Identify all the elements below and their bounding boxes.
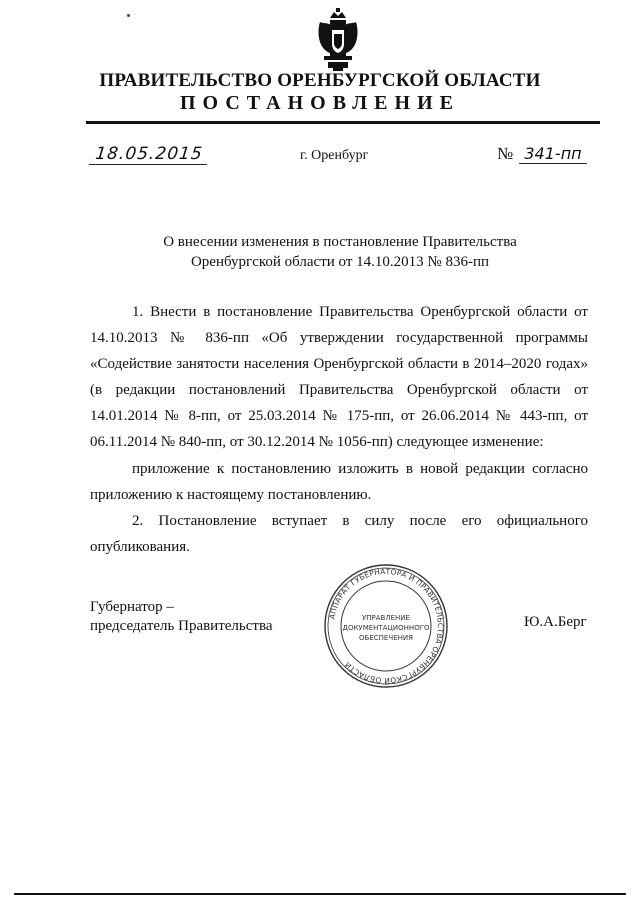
scan-dot bbox=[127, 14, 130, 17]
signer-position-line: председатель Правительства bbox=[90, 618, 273, 634]
number-label: № bbox=[497, 144, 514, 163]
document-subject bbox=[0, 232, 640, 272]
official-stamp bbox=[323, 563, 449, 689]
document-number: 341-пп bbox=[519, 144, 587, 164]
subject-line: О внесении изменения в постановление Правительства bbox=[163, 234, 517, 250]
stamp-center-text: ДОКУМЕНТАЦИОННОГО bbox=[342, 624, 430, 632]
body-line: приложению к настоящему постановлению. bbox=[90, 487, 372, 503]
stamp-center-text: УПРАВЛЕНИЕ bbox=[362, 614, 410, 622]
signer-position bbox=[90, 598, 273, 636]
signer-name: Ю.А.Берг bbox=[524, 614, 587, 630]
stamp-center-text: ОБЕСПЕЧЕНИЯ bbox=[359, 634, 413, 642]
body-line: 1. Внести в постановление Правительства Оренбургской области от bbox=[132, 304, 588, 320]
body-line: 14.10.2013 № 836-пп «Об утверждении государственной программы bbox=[90, 330, 588, 346]
body-line: приложение к постановлению изложить в новой редакции согласно bbox=[132, 461, 588, 477]
body-line: 2. Постановление вступает в силу после его официального bbox=[132, 513, 588, 529]
header-divider bbox=[86, 121, 600, 124]
document-type: ПОСТАНОВЛЕНИЕ bbox=[180, 92, 460, 114]
body-line: (в редакции постановлений Правительства Оренбургской области от bbox=[90, 382, 588, 398]
subject-line: Оренбургской области от 14.10.2013 № 836-пп bbox=[190, 254, 490, 270]
document-city: г. Оренбург bbox=[300, 148, 369, 163]
body-line: опубликования. bbox=[90, 539, 190, 555]
body-line: 14.01.2014 № 8-пп, от 25.03.2014 № 175-пп, от 26.06.2014 № 443-пп, от bbox=[90, 408, 588, 424]
organization-title: ПРАВИТЕЛЬСТВО ОРЕНБУРГСКОЙ ОБЛАСТИ bbox=[99, 70, 541, 91]
coat-of-arms-icon bbox=[316, 8, 360, 72]
body-line: 06.11.2014 № 840-пп, от 30.12.2014 № 1056-пп) следующее изменение: bbox=[90, 434, 544, 450]
signer-position-line: Губернатор – bbox=[90, 599, 174, 615]
body-line: «Содействие занятости населения Оренбургской области в 2014–2020 годах» bbox=[90, 356, 588, 372]
stamp-ring-text: АППАРАТ ГУБЕРНАТОРА И ПРАВИТЕЛЬСТВА ОРЕНБУРГСКОЙ ОБЛАСТИ bbox=[327, 566, 446, 686]
document-date: 18.05.2015 bbox=[89, 144, 209, 165]
footer-divider bbox=[14, 893, 626, 895]
